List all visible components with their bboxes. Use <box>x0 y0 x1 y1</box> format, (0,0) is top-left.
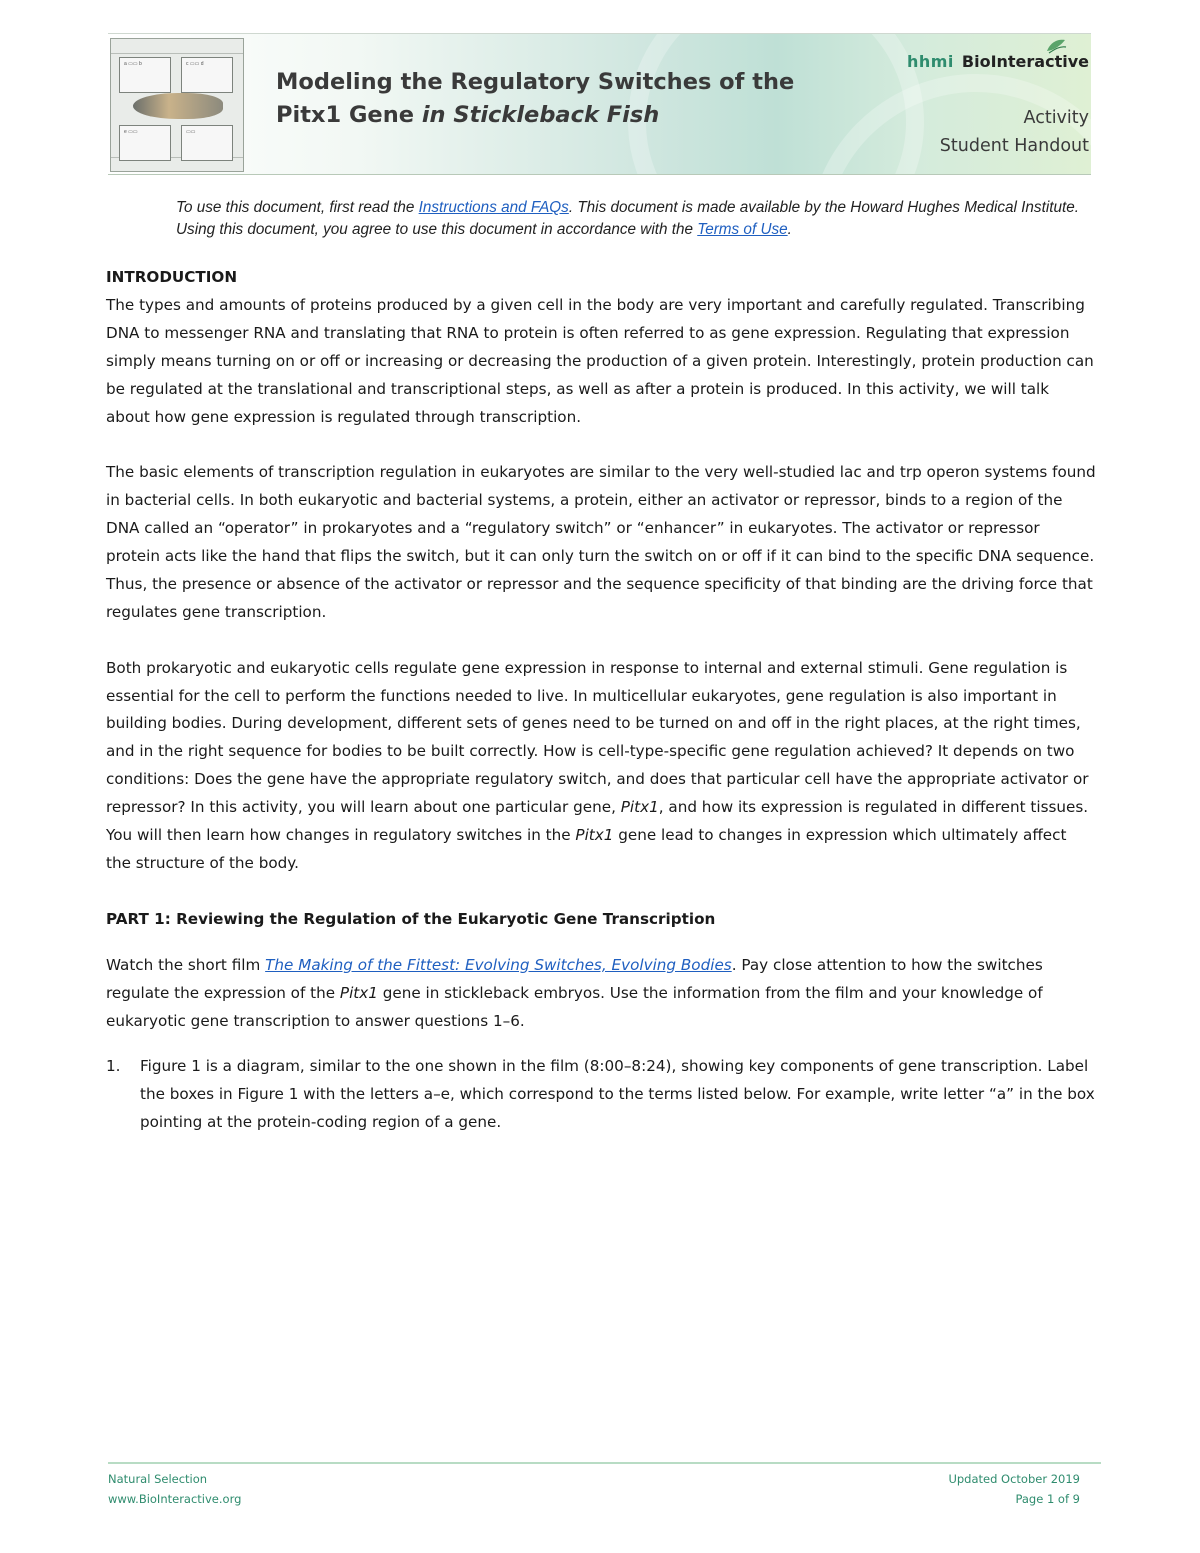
footer-page-number: Page 1 of 9 <box>1015 1492 1080 1506</box>
doc-audience-label: Student Handout <box>939 136 1089 156</box>
footer-divider <box>108 1462 1101 1464</box>
usage-notice: To use this document, first read the Instructions and FAQs. This document is made available by the Howard Hughes Medical Institute. Using this document, you agree to use this document in accordance with the Terms of Use. <box>176 199 1079 238</box>
terms-of-use-link[interactable]: Terms of Use <box>697 221 788 238</box>
document-type <box>940 104 1089 160</box>
question-1 <box>106 1053 1096 1137</box>
brand-logo <box>907 52 1089 71</box>
instructions-faqs-link[interactable]: Instructions and FAQs <box>418 199 569 216</box>
cover-thumbnail-image: a ▭▭ b c ▭▭ d e ▭▭ ▭▭ <box>110 38 244 172</box>
film-link[interactable]: The Making of the Fittest: Evolving Switches, Evolving Bodies <box>265 955 732 974</box>
introduction-heading: INTRODUCTION <box>106 268 238 286</box>
footer-right <box>948 1469 1080 1509</box>
footer-updated-date: Updated October 2019 <box>948 1472 1080 1486</box>
document-title <box>276 66 794 132</box>
doc-type-label: Activity <box>1023 108 1089 128</box>
document-body <box>106 264 1096 1137</box>
intro-paragraph-3: Both prokaryotic and eukaryotic cells regulate gene expression in response to internal and external stimuli. Gene regulation is essential for the cell to perform the functions needed to live. In multicellular eukaryotes, gene regulation is also important in building bodies. During development, different sets of genes need to be turned on and off in the right places, at the right times, and in the right sequence for bodies to be built correctly. How is cell-type-specific gene regulation achieved? It depends on two conditions: Does the gene have the appropriate regulatory switch, and does that particular cell have the appropriate activator or repressor? In this activity, you will learn about one particular gene, Pitx1, and how its expression is regulated in different tissues. You will then learn how changes in regulatory switches in the Pitx1 gene lead to changes in expression which ultimately affect the structure of the body. <box>106 658 1089 872</box>
footer-unit: Natural Selection <box>108 1472 208 1486</box>
question-text: Figure 1 is a diagram, similar to the one shown in the film (8:00–8:24), showing key components of gene transcription. Label the boxes in Figure 1 with the letters a–e, which correspond to the terms listed below. For example, write letter “a” in the box pointing at the protein-coding region of a gene. <box>140 1057 1095 1132</box>
title-line-1: Modeling the Regulatory Switches of the <box>276 69 795 95</box>
part1-paragraph: Watch the short film The Making of the Fittest: Evolving Switches, Evolving Bodies. Pay close attention to how the switches regulate the expression of the Pitx1 gene in stickleback embryos. Use the information from the film and your knowledge of eukaryotic gene transcription to answer questions 1–6. <box>106 955 1043 1030</box>
footer-website: www.BioInteractive.org <box>108 1492 242 1506</box>
stickleback-fish-image <box>133 93 223 119</box>
title-line-2: Pitx1 Gene in Stickleback Fish <box>276 102 660 128</box>
footer-left <box>108 1469 241 1509</box>
hhmi-logo: hhmi <box>906 52 954 71</box>
part1-heading: PART 1: Reviewing the Regulation of the Eukaryotic Gene Transcription <box>106 909 716 928</box>
question-number: 1. <box>106 1057 121 1076</box>
header-banner <box>108 33 1091 175</box>
biointeractive-wordmark: BioInteractive <box>961 52 1089 71</box>
intro-paragraph-1: The types and amounts of proteins produced by a given cell in the body are very important and carefully regulated. Transcribing DNA to messenger RNA and translating that RNA to protein is often referred to as gene expression. Regulating that expression simply means turning on or off or increasing or decreasing the production of a given protein. Interestingly, protein production can be regulated at the translational and transcriptional steps, as well as after a protein is produced. In this activity, we will talk about how gene expression is regulated through transcription. <box>106 295 1094 426</box>
intro-paragraph-2: The basic elements of transcription regulation in eukaryotes are similar to the very well-studied lac and trp operon systems found in bacterial cells. In both eukaryotic and bacterial systems, a protein, either an activator or repressor, binds to a region of the DNA called an “operator” in prokaryotes and a “regulatory switch” or “enhancer” in eukaryotes. The activator or repressor protein acts like the hand that flips the switch, but it can only turn the switch on or off if it can bind to the specific DNA sequence. Thus, the presence or absence of the activator or repressor and the sequence specificity of that binding are the driving force that regulates gene transcription. <box>106 463 1096 621</box>
